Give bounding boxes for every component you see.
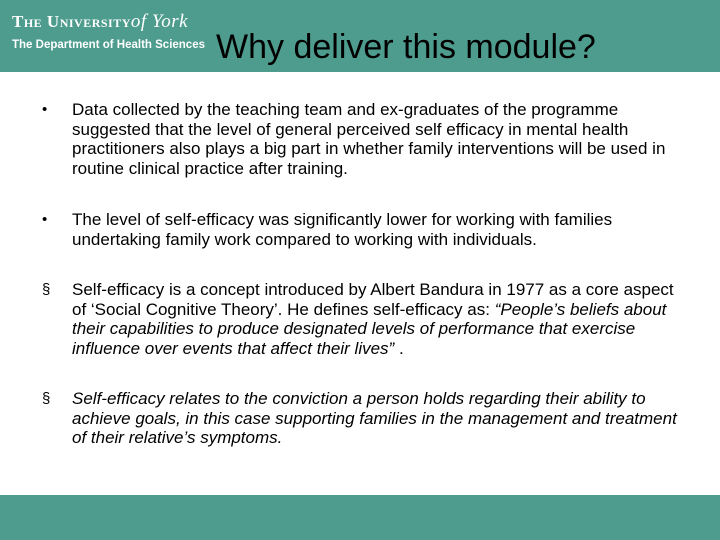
bullet-tail: . <box>394 338 404 358</box>
university-logo <box>12 12 208 62</box>
logo-name-york: of York <box>130 11 189 32</box>
bullet-marker: § <box>42 281 51 298</box>
bullet-marker: § <box>42 390 51 407</box>
slide-title: Why deliver this module? <box>216 28 596 66</box>
bullet-item <box>30 210 680 249</box>
logo-department-name: The Department of Health Sciences <box>12 39 205 51</box>
bullet-text: Self-efficacy relates to the conviction a person holds regarding their ability to achieve goals, in this case supporting families in the management and treatment of their relative’s symptoms. <box>72 389 677 447</box>
bullet-marker: • <box>42 211 48 228</box>
logo-university-name <box>12 12 208 32</box>
bullet-item <box>30 389 680 448</box>
bullet-marker: • <box>42 101 48 118</box>
bullet-text: The level of self-efficacy was significantly lower for working with families undertaking family work compared to working with individuals. <box>72 210 613 249</box>
footer-bar <box>0 495 720 540</box>
logo-name-part: The University <box>12 12 131 31</box>
header-bar <box>0 0 720 72</box>
slide-content <box>30 100 680 448</box>
bandura-quote: “People’s beliefs about their capabilities to produce designated levels of performance that exercise influence over events that affect their lives” <box>72 299 667 358</box>
bullet-text: Data collected by the teaching team and ex-graduates of the programme suggested that the level of general perceived self efficacy in mental health practitioners also plays a big part in whether family interventions will be used in routine clinical practice after training. <box>72 100 666 178</box>
bullet-item <box>30 280 680 358</box>
bullet-text: Self-efficacy is a concept introduced by Albert Bandura in 1977 as a core aspect of ‘Social Cognitive Theory’. He defines self-efficacy as: <box>72 280 674 319</box>
bullet-item <box>30 100 680 178</box>
